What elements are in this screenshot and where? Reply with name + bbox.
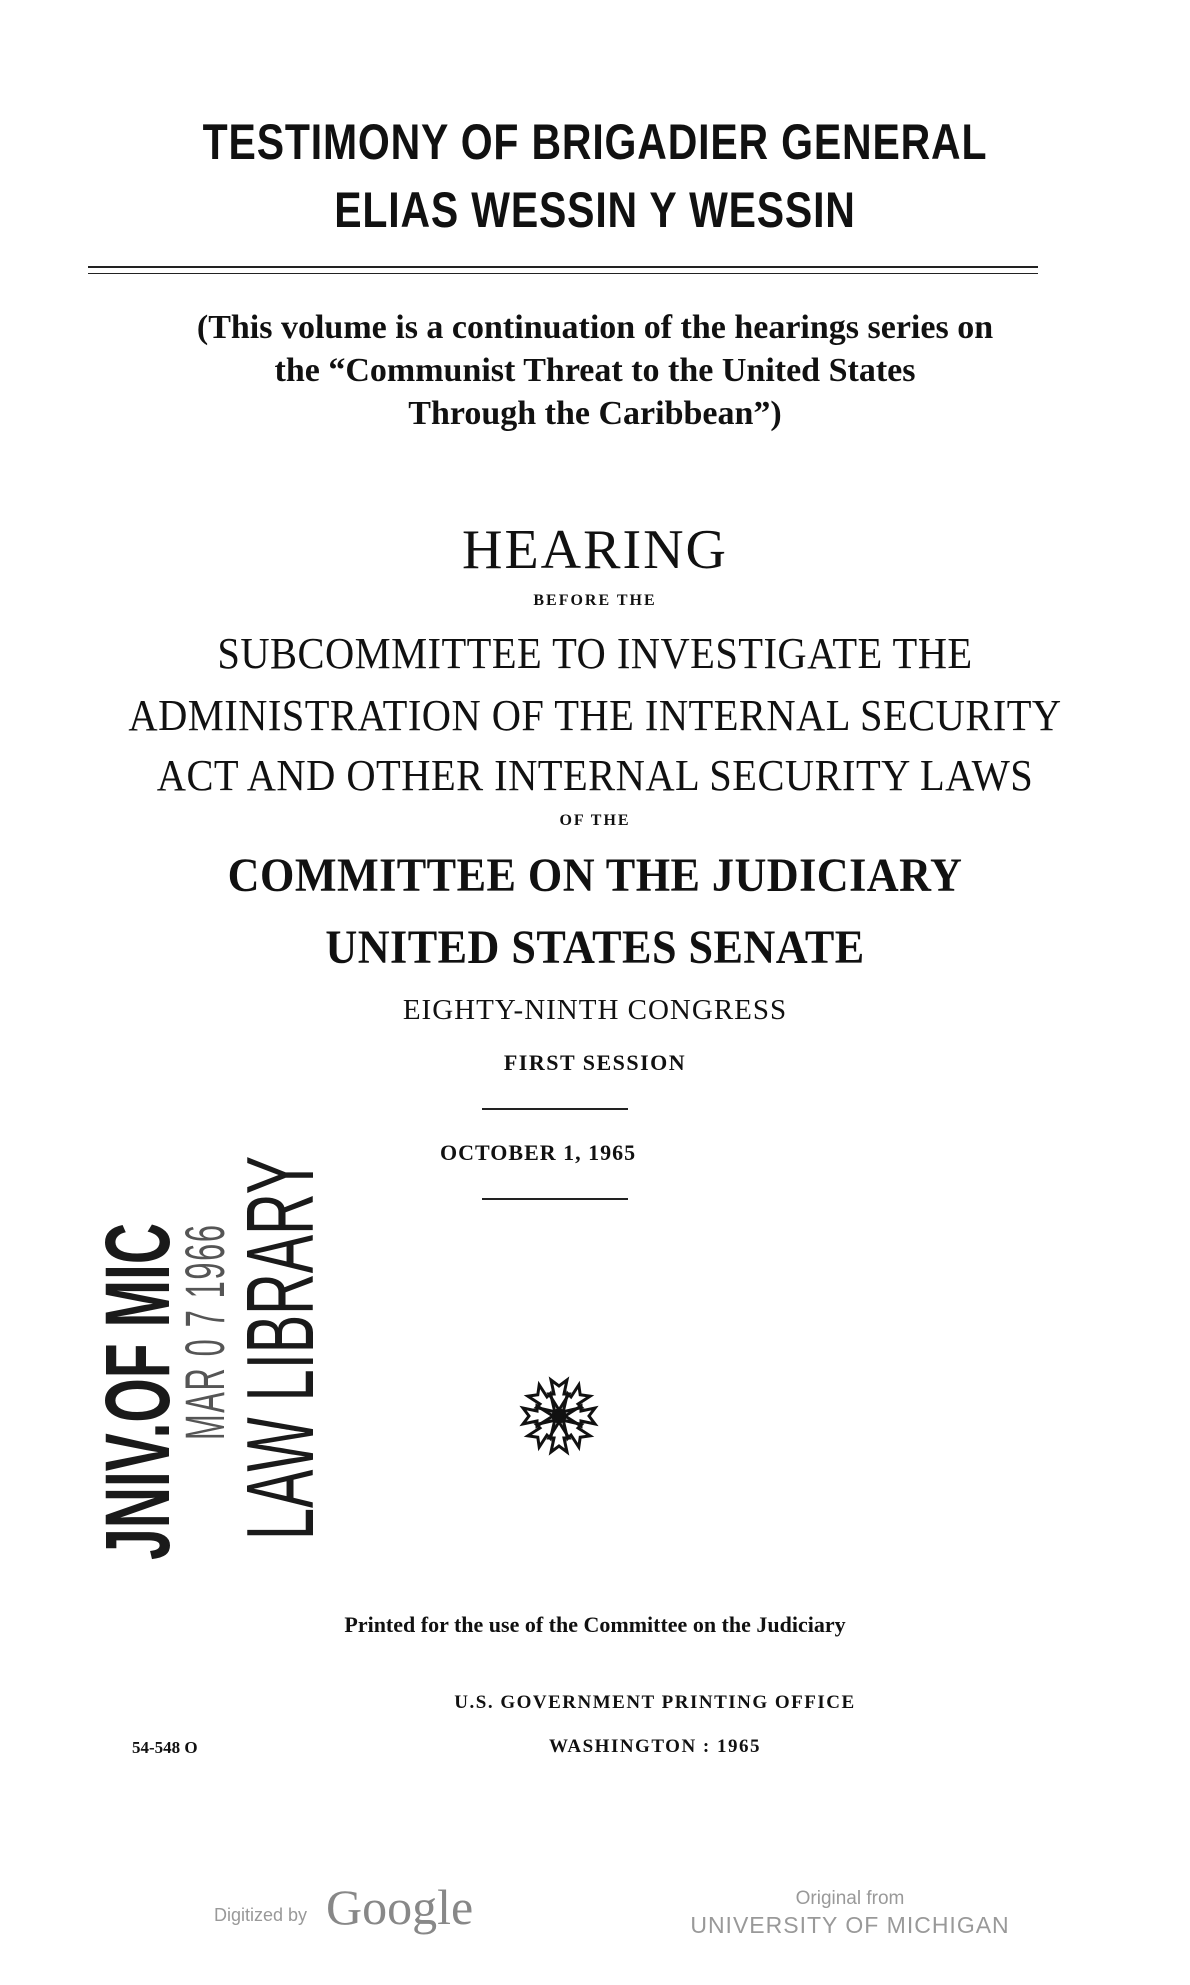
of-the: OF THE [559,812,631,829]
google-logo: Google [326,1879,474,1935]
note-line-2: the “Communist Threat to the United States [274,352,916,389]
city-year: WASHINGTON : 1965 [548,1736,761,1757]
title-rule-top [88,266,1038,268]
digitized-by: Digitized by [214,1905,308,1925]
original-from: Original from [795,1888,905,1909]
document-code: 54-548 O [132,1738,198,1757]
title-line-2: ELIAS WESSIN Y WESSIN [334,182,856,238]
committee-name: COMMITTEE ON THE JUDICIARY [227,849,963,902]
senate-name: UNITED STATES SENATE [325,921,865,974]
before-the: BEFORE THE [533,592,657,609]
gpo: U.S. GOVERNMENT PRINTING OFFICE [454,1692,856,1713]
printed-for: Printed for the use of the Committee on the Judiciary [344,1612,846,1637]
date-rule-bottom [482,1198,628,1200]
stamp-received-date: MAR 0 7 1966 [173,1223,236,1440]
hearing-date: OCTOBER 1, 1965 [440,1140,637,1165]
title-line-1: TESTIMONY OF BRIGADIER GENERAL [202,114,988,170]
subcommittee-line-1: SUBCOMMITTEE TO INVESTIGATE THE [217,629,973,678]
ornament-icon [513,1370,605,1462]
hearing-heading: HEARING [462,519,728,581]
stamp-law-library: LAW LIBRARY [227,1155,334,1540]
date-rule-top [482,1108,628,1110]
session: FIRST SESSION [503,1050,687,1075]
congress: EIGHTY-NINTH CONGRESS [402,994,788,1026]
note-line-3: Through the Caribbean”) [408,395,782,432]
note-line-1: (This volume is a continuation of the hearings series on [196,309,994,346]
subcommittee-line-3: ACT AND OTHER INTERNAL SECURITY LAWS [156,751,1034,800]
title-rule-bottom [88,273,1038,274]
university-name: UNIVERSITY OF MICHIGAN [690,1912,1010,1938]
subcommittee-line-2: ADMINISTRATION OF THE INTERNAL SECURITY [128,691,1062,740]
stamp-university: JNIV.OF MIC [87,1222,189,1560]
